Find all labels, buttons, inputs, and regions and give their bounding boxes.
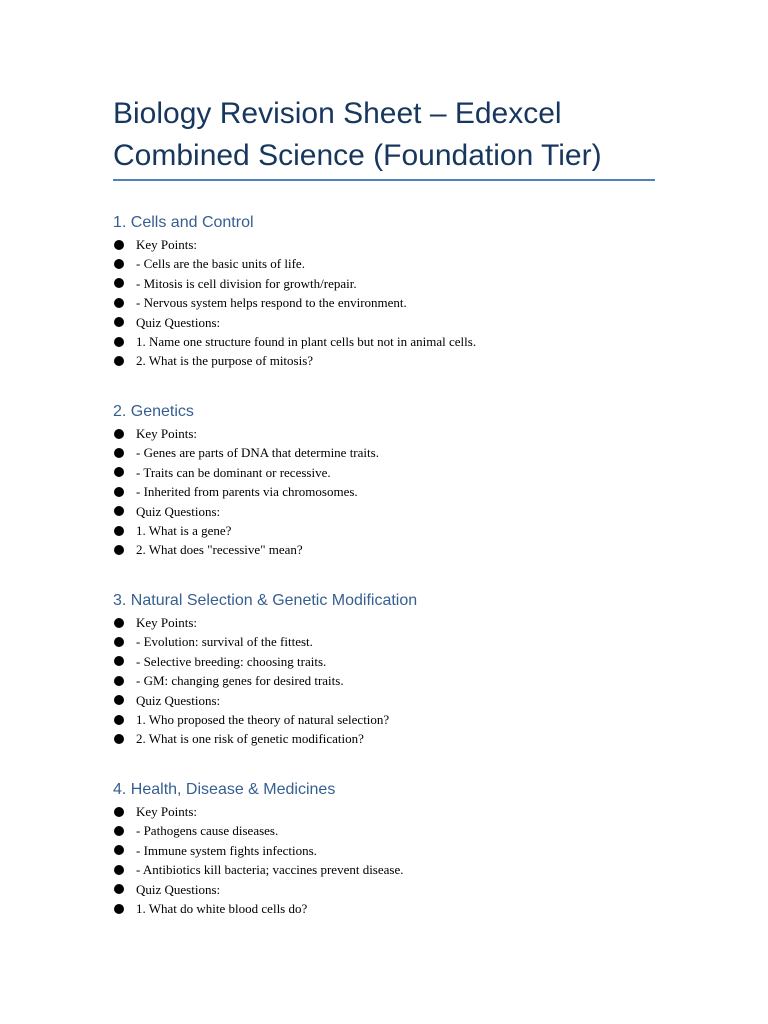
list-item [113, 463, 713, 482]
list-item-text: 2. What is one risk of genetic modification? [136, 731, 364, 747]
bullet-list [113, 424, 713, 560]
bullet-icon [114, 826, 124, 836]
list-item-text: - Genes are parts of DNA that determine traits. [136, 445, 379, 461]
bullet-icon [114, 807, 124, 817]
bullet-icon [114, 317, 124, 327]
list-item [113, 841, 713, 860]
list-item [113, 424, 713, 443]
list-item [113, 671, 713, 690]
list-item-text: - Evolution: survival of the fittest. [136, 634, 313, 650]
list-item-text: - Pathogens cause diseases. [136, 823, 279, 839]
bullet-icon [114, 278, 124, 288]
list-item [113, 710, 713, 729]
bullet-icon [114, 695, 124, 705]
bullet-icon [114, 487, 124, 497]
list-item [113, 274, 713, 293]
bullet-icon [114, 676, 124, 686]
list-item [113, 691, 713, 710]
list-item-text: - GM: changing genes for desired traits. [136, 673, 344, 689]
list-item [113, 729, 713, 748]
bullet-icon [114, 618, 124, 628]
bullet-list [113, 802, 713, 918]
list-item-text: Quiz Questions: [136, 314, 221, 330]
bullet-icon [114, 506, 124, 516]
list-item [113, 443, 713, 462]
list-item [113, 613, 713, 632]
list-item [113, 235, 713, 254]
list-item-text: - Traits can be dominant or recessive. [136, 464, 331, 480]
list-item-text: Key Points: [136, 426, 198, 441]
section-heading: 4. Health, Disease & Medicines [113, 781, 336, 798]
list-item-text: Key Points: [136, 804, 198, 819]
list-item-text: - Mitosis is cell division for growth/repair. [136, 275, 357, 291]
bullet-icon [114, 240, 124, 250]
bullet-icon [114, 545, 124, 555]
section-heading: 2. Genetics [113, 403, 194, 420]
bullet-icon [114, 865, 124, 875]
list-item [113, 821, 713, 840]
title-line-1: Biology Revision Sheet – Edexcel [113, 97, 562, 130]
list-item-text: Key Points: [136, 237, 198, 252]
list-item [113, 652, 713, 671]
bullet-icon [114, 734, 124, 744]
bullet-icon [114, 448, 124, 458]
list-item-text: 1. Name one structure found in plant cells but not in animal cells. [136, 333, 477, 349]
list-item-text: Quiz Questions: [136, 503, 221, 519]
bullet-icon [114, 845, 124, 855]
list-item [113, 632, 713, 651]
bullet-icon [114, 337, 124, 347]
list-item [113, 540, 713, 559]
list-item [113, 860, 713, 879]
bullet-icon [114, 526, 124, 536]
section-natural-selection [113, 590, 713, 749]
list-item-text: - Selective breeding: choosing traits. [136, 653, 327, 669]
list-item [113, 293, 713, 312]
list-item [113, 802, 713, 821]
section-cells-and-control [113, 212, 713, 371]
bullet-icon [114, 356, 124, 366]
list-item [113, 521, 713, 540]
bullet-icon [114, 298, 124, 308]
bullet-icon [114, 259, 124, 269]
list-item-text: - Inherited from parents via chromosomes. [136, 484, 358, 500]
bullet-list [113, 613, 713, 749]
document-title [113, 93, 673, 177]
list-item [113, 332, 713, 351]
list-item-text: 1. What is a gene? [136, 522, 232, 538]
title-line-2: Combined Science (Foundation Tier) [113, 139, 602, 172]
bullet-icon [114, 467, 124, 477]
bullet-icon [114, 904, 124, 914]
bullet-list [113, 235, 713, 371]
list-item [113, 502, 713, 521]
list-item [113, 880, 713, 899]
bullet-icon [114, 637, 124, 647]
bullet-icon [114, 884, 124, 894]
list-item-text: - Immune system fights infections. [136, 842, 317, 858]
title-underline-rule [113, 179, 655, 181]
section-health-disease-medicines [113, 779, 713, 918]
list-item-text: 2. What is the purpose of mitosis? [136, 353, 314, 369]
bullet-icon [114, 715, 124, 725]
section-genetics [113, 401, 713, 560]
bullet-icon [114, 656, 124, 666]
list-item-text: Quiz Questions: [136, 881, 221, 897]
section-heading: 3. Natural Selection & Genetic Modification [113, 592, 418, 609]
bullet-icon [114, 429, 124, 439]
list-item-text: 1. What do white blood cells do? [136, 900, 308, 916]
list-item-text: 1. Who proposed the theory of natural selection? [136, 711, 390, 727]
list-item-text: - Nervous system helps respond to the environment. [136, 295, 407, 311]
list-item-text: Key Points: [136, 615, 198, 630]
list-item [113, 351, 713, 370]
list-item [113, 254, 713, 273]
list-item [113, 899, 713, 918]
list-item-text: Quiz Questions: [136, 692, 221, 708]
list-item [113, 313, 713, 332]
list-item-text: 2. What does "recessive" mean? [136, 542, 303, 558]
list-item-text: - Antibiotics kill bacteria; vaccines prevent disease. [136, 862, 404, 878]
list-item [113, 482, 713, 501]
section-heading: 1. Cells and Control [113, 214, 254, 231]
list-item-text: - Cells are the basic units of life. [136, 256, 305, 272]
